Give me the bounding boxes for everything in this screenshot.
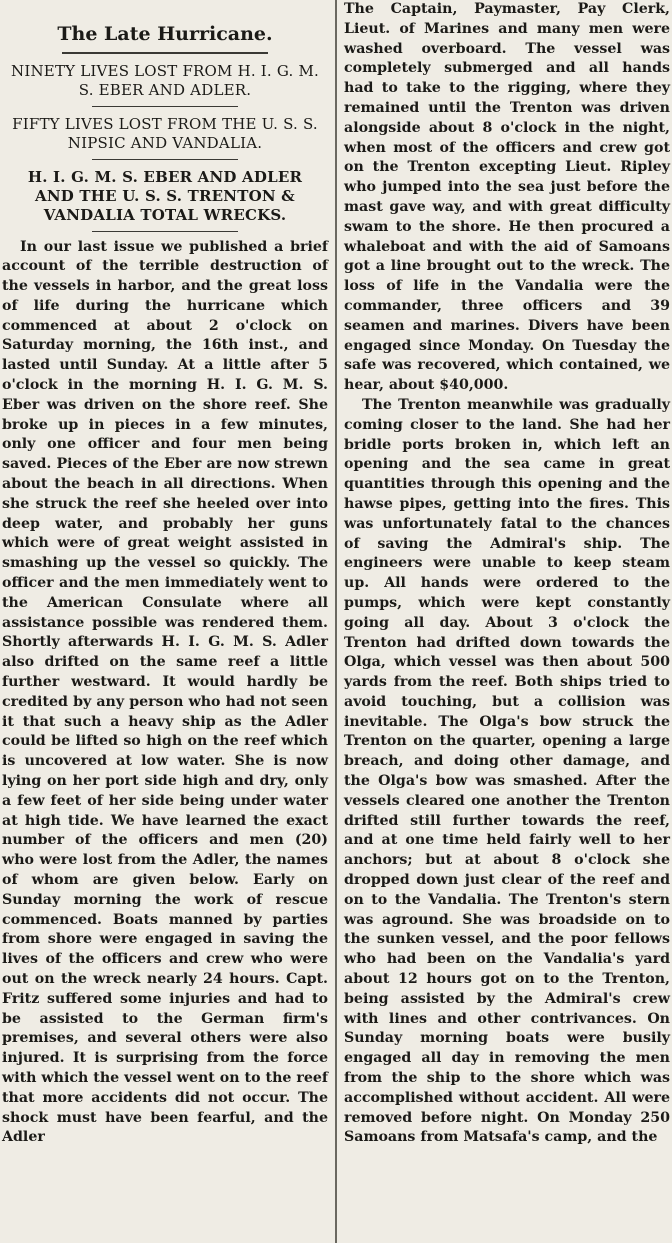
column-divider [335, 0, 337, 1243]
right-paragraph-2: The Trenton meanwhile was gradually coming closer to the land. She had her bridle ports broken in, which left an opening and the sea came in great quantities through this opening and the hawse pipes, getting into the fires. This was unfortunately fatal to the chances of saving the Admiral's ship. The engineers were unable to keep steam up. All hands were ordered to the pumps, which were kept constantly going all day. About 3 o'clock the Trenton had drifted down towards the Olga, which vessel was then about 500 yards from the reef. Both ships tried to avoid touching, but a collision was inevitable. The Olga's bow struck the Trenton on the quarter, opening a large breach, and doing other damage, and the Olga's bow was smashed. After the vessels cleared one another the Trenton drifted still further towards the reef, and at one time held fairly well to her anchors; but at about 8 o'clock she dropped down just clear of the reef and on to the Vandalia. The Trenton's stern was aground. She was broadside on to the sunken vessel, and the poor fellows who had been on the Vandalia's yard about 12 hours got on to the Trenton, being assisted by the Admiral's crew with lines and other contrivances. On Sunday morning boats were busily engaged all day in removing the men from the ship to the shore which was accomplished without accident. All were removed before night. On Monday 250 Samoans from Matsafa's camp, and the [344, 396, 670, 1146]
title-rule [62, 52, 268, 54]
right-paragraph-1: The Captain, Paymaster, Pay Clerk, Lieut. of Marines and many men were washed overboard. The vessel was completely submerged and all hands had to take to the rigging, where they remained until the Trenton was driven alongside about 8 o'clock in the night, when most of the officers and crew got on the Trenton excepting Lieut. Ripley who jumped into the sea just before the mast gave way, and with great difficulty swam to the shore. He then procured a whaleboat and with the aid of Samoans got a line brought out to the wreck. The loss of life in the Vandalia were the commander, three officers and 39 seamen and marines. Divers have been engaged since Monday. On Tuesday the safe was recovered, which contained, we hear, about $40,000. [344, 1, 670, 394]
right-column [340, 0, 672, 1243]
left-paragraph-1: In our last issue we published a brief account of the terrible destruction of the vessels in harbor, and the great loss of life during the hurricane which commenced at about 2 o'clock on Saturday morning, the 16th inst., and lasted until Sunday. At a little after 5 o'clock in the morning H. I. G. M. S. Eber was driven on the shore reef. She broke up in pieces in a few minutes, only one officer and four men being saved. Pieces of the Eber are now strewn about the beach in all directions. When she struck the reef she heeled over into deep water, and probably her guns which were of great weight assisted in smashing up the vessel so quickly. The officer and the men immediately went to the American Consulate where all assistance possible was rendered them. Shortly afterwards H. I. G. M. S. Adler also drifted on the same reef a little further westward. It would hardly be credited by any person who had not seen it that such a heavy ship as the Adler could be lifted so high on the reef which is uncovered at low water. She is now lying on her port side high and dry, only a few feet of her side being under water at high tide. We have learned the exact number of the officers and men (20) who were lost from the Adler, the names of whom are given below. Early on Sunday morning the work of rescue commenced. Boats manned by parties from shore were engaged in saving the lives of the officers and crew who were out on the wreck nearly 24 hours. Capt. Fritz suffered some injuries and had to be assisted to the German firm's premises, and several others were also injured. It is surprising from the force with which the vessel went on to the reef that more accidents did not occur. The shock must have been fearful, and the Adler [2, 238, 328, 1146]
deck-1: NINETY LIVES LOST FROM H. I. G. M. S. EBER AND ADLER. [11, 61, 319, 99]
deck-3: H. I. G. M. S. EBER AND ADLER AND THE U. S. S. TRENTON & VANDALIA TOTAL WRECKS. [27, 167, 303, 224]
deck-2: FIFTY LIVES LOST FROM THE U. S. S. NIPSIC AND VANDALIA. [12, 114, 318, 152]
deck-rule-3 [92, 231, 238, 232]
deck-rule-2 [92, 159, 238, 160]
left-column [0, 0, 332, 1243]
article-title: The Late Hurricane. [57, 23, 273, 45]
deck-rule-1 [92, 106, 238, 107]
